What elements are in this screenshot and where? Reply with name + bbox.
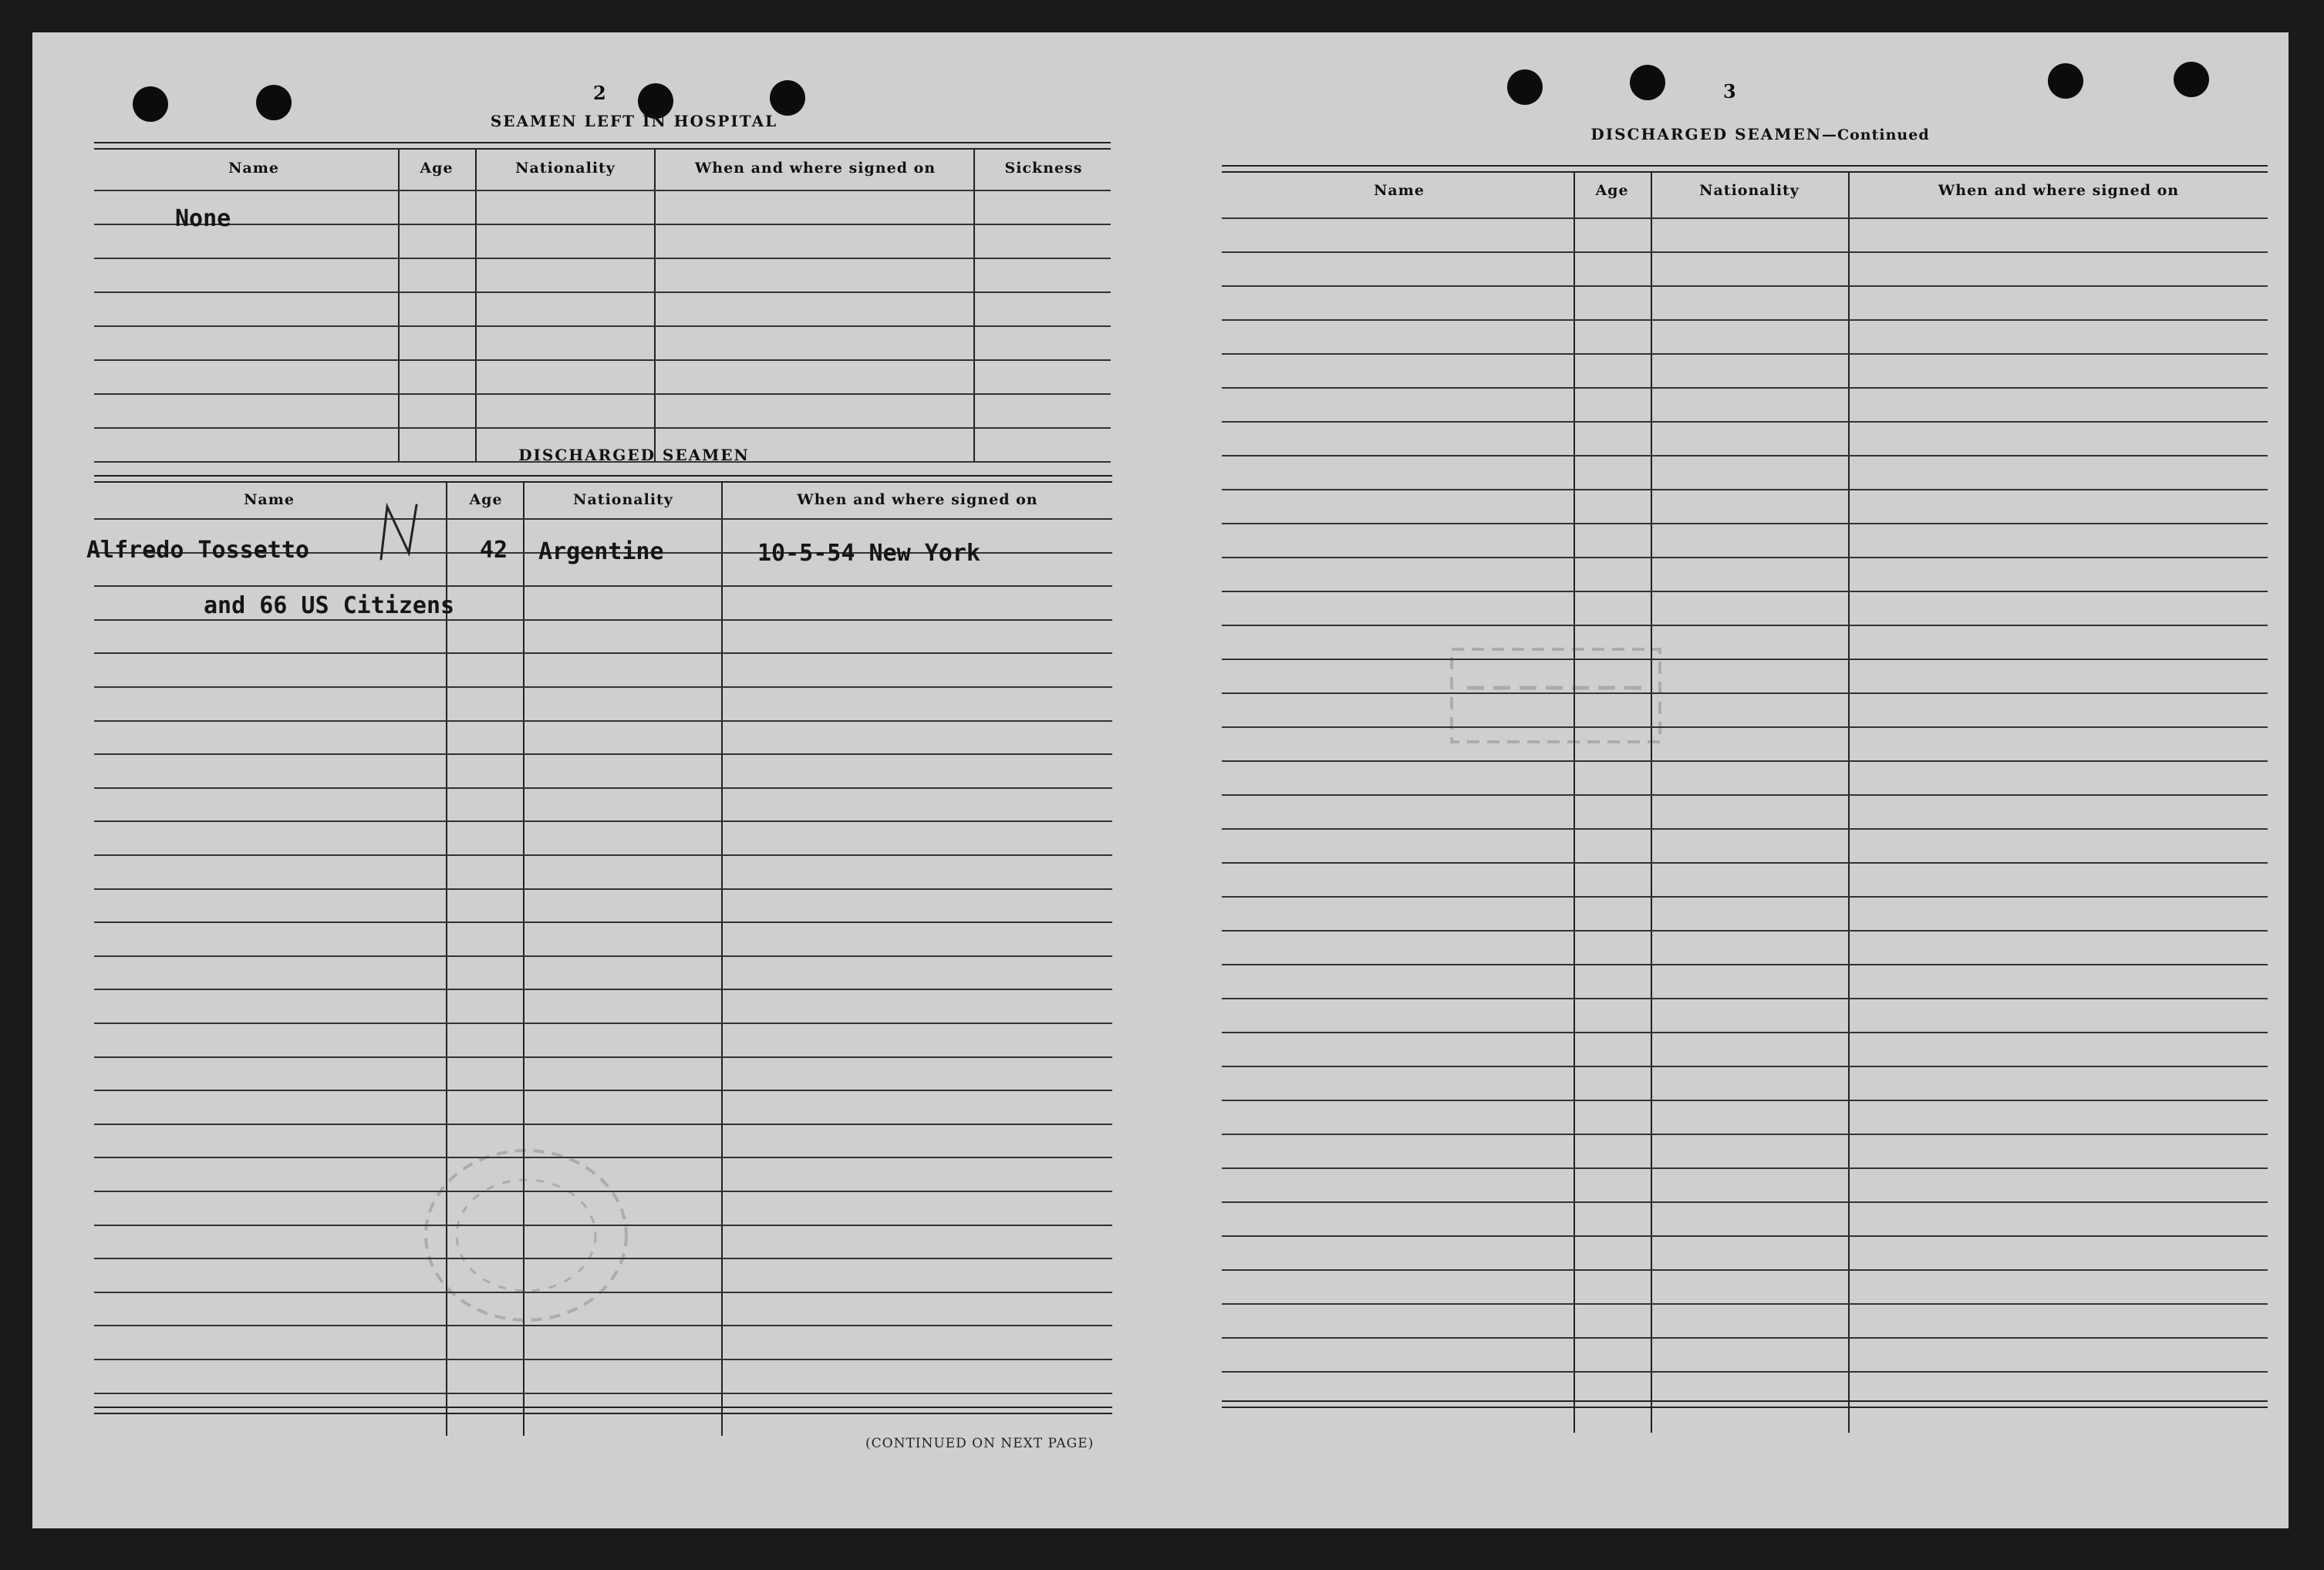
table-row-rule	[94, 518, 1112, 520]
table-row-rule	[94, 787, 1112, 789]
column-divider	[1848, 171, 1850, 1433]
seaman-name: Alfredo Tossetto	[86, 537, 309, 564]
table-row-rule	[1222, 1066, 2268, 1067]
seaman-age: 42	[480, 537, 508, 564]
table-row-rule	[1222, 387, 2268, 389]
punch-hole	[133, 86, 168, 122]
table-row-rule	[94, 753, 1112, 755]
punch-hole	[256, 85, 292, 120]
table-row-rule	[1222, 760, 2268, 762]
table-row-rule	[94, 652, 1112, 654]
punch-hole	[2174, 62, 2209, 97]
table-row-rule	[94, 325, 1111, 327]
column-header-signed-on: When and where signed on	[797, 491, 1038, 508]
table-row-rule	[94, 393, 1111, 395]
continued-footer: (CONTINUED ON NEXT PAGE)	[865, 1436, 1095, 1451]
table-row-rule	[1222, 319, 2268, 321]
table-row-rule	[1222, 1201, 2268, 1203]
page-number: 3	[1723, 80, 1736, 103]
table-row-rule	[94, 585, 1112, 587]
table-row-rule	[1222, 1303, 2268, 1305]
punch-hole	[1507, 69, 1543, 105]
column-header-nationality: Nationality	[573, 491, 673, 508]
table-row-rule	[94, 1393, 1112, 1394]
hospital-entry: None	[175, 205, 231, 232]
table-row-rule	[94, 989, 1112, 990]
table-row-rule	[94, 1359, 1112, 1360]
table-row-rule	[1222, 251, 2268, 253]
table-row-rule	[1222, 523, 2268, 524]
table-row-rule	[1222, 1032, 2268, 1033]
table-row-rule	[1222, 862, 2268, 864]
table-row-rule	[94, 820, 1112, 822]
table-row-rule	[1222, 421, 2268, 423]
page-number: 2	[593, 82, 606, 104]
column-header-signed-on: When and where signed on	[1938, 182, 2180, 199]
table-row-rule	[1222, 285, 2268, 287]
column-divider	[1574, 171, 1575, 1433]
table-bottom-rule	[94, 1407, 1112, 1414]
seaman-summary: and 66 US Citizens	[204, 592, 455, 619]
table-row-rule	[94, 1090, 1112, 1091]
table-bottom-rule	[1222, 1400, 2268, 1408]
table-row-rule	[94, 427, 1111, 429]
table-row-rule	[1222, 659, 2268, 660]
column-header-name: Name	[1374, 182, 1425, 199]
table-row-rule	[1222, 930, 2268, 932]
table-row-rule	[1222, 964, 2268, 965]
punch-hole	[1630, 65, 1665, 100]
table-header-rule	[1222, 165, 2268, 173]
table-row-rule	[94, 224, 1111, 225]
table-row-rule	[1222, 455, 2268, 457]
table-row-rule	[1222, 828, 2268, 830]
table-row-rule	[1222, 557, 2268, 558]
discharged-section-title: DISCHARGED SEAMEN	[518, 446, 750, 464]
table-row-rule	[94, 955, 1112, 957]
table-row-rule	[94, 291, 1111, 293]
discharged-title-text: DISCHARGED SEAMEN	[1590, 125, 1822, 143]
table-row-rule	[94, 921, 1112, 923]
table-row-rule	[1222, 625, 2268, 626]
table-row-rule	[1222, 489, 2268, 490]
seaman-signed-on: 10-5-54 New York	[757, 540, 980, 567]
table-row-rule	[94, 720, 1112, 722]
column-divider	[654, 148, 656, 463]
table-row-rule	[1222, 1371, 2268, 1373]
faded-stamp	[410, 1135, 642, 1336]
continued-suffix: —Continued	[1822, 126, 1930, 143]
hospital-section-title: SEAMEN LEFT IN HOSPITAL	[490, 112, 778, 130]
table-row-rule	[1222, 1269, 2268, 1271]
table-header-rule	[94, 475, 1112, 483]
table-row-rule	[1222, 217, 2268, 219]
column-divider	[1651, 171, 1652, 1433]
table-row-rule	[94, 359, 1111, 361]
table-row-rule	[1222, 1134, 2268, 1135]
table-row-rule	[94, 619, 1112, 621]
table-row-rule	[94, 258, 1111, 259]
table-row-rule	[1222, 591, 2268, 592]
column-header-age: Age	[1595, 182, 1629, 199]
table-row-rule	[1222, 998, 2268, 999]
table-row-rule	[1222, 1337, 2268, 1339]
column-header-nationality: Nationality	[1699, 182, 1799, 199]
table-row-rule	[1222, 692, 2268, 694]
table-row-rule	[1222, 726, 2268, 728]
document-sheet	[32, 32, 2289, 1528]
column-header-nationality: Nationality	[515, 160, 616, 177]
column-divider	[398, 148, 400, 463]
table-row-rule	[94, 854, 1112, 856]
table-row-rule	[1222, 794, 2268, 796]
table-row-rule	[94, 1023, 1112, 1024]
column-header-name: Name	[244, 491, 295, 508]
table-row-rule	[94, 686, 1112, 688]
punch-hole	[770, 80, 805, 116]
column-header-sickness: Sickness	[1004, 160, 1083, 177]
seaman-nationality: Argentine	[538, 538, 664, 565]
column-divider	[973, 148, 975, 463]
table-row-rule	[94, 888, 1112, 890]
faded-stamp	[1444, 634, 1675, 765]
column-header-age: Age	[420, 160, 454, 177]
column-header-signed-on: When and where signed on	[694, 160, 936, 177]
handwritten-mark	[372, 499, 426, 568]
table-row-rule	[94, 1056, 1112, 1058]
table-header-rule	[94, 142, 1111, 150]
table-row-rule	[1222, 1235, 2268, 1237]
table-row-rule	[1222, 353, 2268, 355]
table-row-rule	[94, 1124, 1112, 1125]
column-divider	[475, 148, 477, 463]
punch-hole	[2048, 63, 2083, 99]
discharged-continued-title	[1482, 125, 2038, 143]
table-row-rule	[1222, 1167, 2268, 1169]
table-row-rule	[1222, 896, 2268, 898]
column-header-age: Age	[469, 491, 503, 508]
column-header-name: Name	[228, 160, 279, 177]
table-row-rule	[94, 190, 1111, 191]
table-row-rule	[1222, 1100, 2268, 1101]
